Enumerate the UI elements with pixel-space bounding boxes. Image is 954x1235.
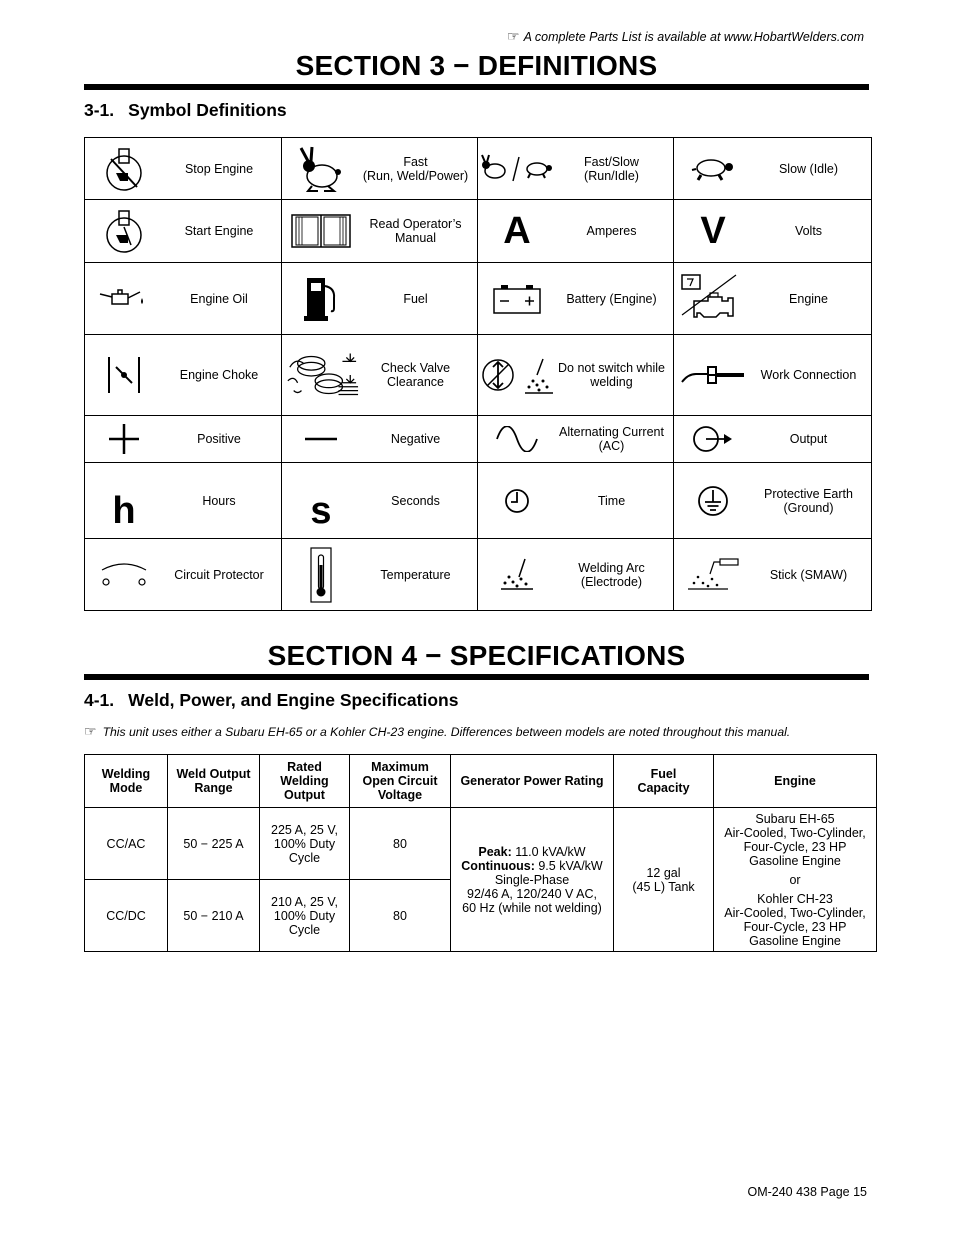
symbol-cell xyxy=(85,416,282,463)
symbol-cell xyxy=(478,416,674,463)
symbol-cell xyxy=(674,138,872,200)
symbol-row xyxy=(85,335,872,416)
symbol-label: Fast (Run, Weld/Power) xyxy=(362,154,469,183)
letter-a-icon: A xyxy=(503,210,531,252)
spec-row-ccac xyxy=(85,808,877,880)
symbol-cell xyxy=(85,200,282,263)
oil-can-icon xyxy=(85,286,163,312)
symbol-label: Alternating Current (AC) xyxy=(559,425,664,453)
clock-icon xyxy=(478,487,556,515)
engine-note: ☞ This unit uses either a Subaru EH-65 or a Kohler CH-23 engine. Differences between models are noted throughout this manual. xyxy=(84,723,791,739)
rated-output-cell: 225 A, 25 V, 100% Duty Cycle xyxy=(260,808,350,880)
ocv-cell: 80 xyxy=(350,880,451,952)
symbol-cell xyxy=(674,416,872,463)
symbol-label: Negative xyxy=(390,432,441,446)
symbol-cell xyxy=(478,539,674,611)
symbol-cell xyxy=(85,138,282,200)
symbol-cell xyxy=(282,138,478,200)
symbol-row xyxy=(85,463,872,539)
plus-icon xyxy=(85,422,163,456)
symbol-label: Check Valve Clearance xyxy=(380,361,451,389)
stop-engine-icon xyxy=(85,143,163,195)
weld-range-cell: 50 − 210 A xyxy=(168,880,260,952)
letter-v-icon: V xyxy=(700,210,726,252)
minus-icon xyxy=(282,434,360,444)
symbol-label: Engine xyxy=(789,291,828,306)
symbol-cell xyxy=(674,200,872,263)
symbol-label: Slow (Idle) xyxy=(778,161,839,176)
letter-h-icon: h xyxy=(112,489,136,532)
symbol-cell xyxy=(282,335,478,416)
welding-arc-icon xyxy=(478,557,556,593)
symbol-label: Start Engine xyxy=(184,224,254,238)
rated-output-cell: 210 A, 25 V, 100% Duty Cycle xyxy=(260,880,350,952)
engine-icon xyxy=(674,271,752,327)
symbol-label: Amperes xyxy=(586,224,637,238)
spec-column-header: Engine xyxy=(714,755,877,808)
symbol-label: Positive xyxy=(197,432,241,446)
symbol-label: Do not switch while welding xyxy=(558,361,665,389)
symbol-cell xyxy=(282,200,478,263)
symbol-label: Protective Earth (Ground) xyxy=(764,486,853,515)
circuit-protector-icon xyxy=(85,560,163,590)
symbol-label: Welding Arc (Electrode) xyxy=(578,560,645,589)
start-engine-icon xyxy=(85,205,163,257)
symbol-label: Volts xyxy=(794,224,823,238)
symbol-label: Fuel xyxy=(403,291,428,306)
symbol-cell xyxy=(478,263,674,335)
symbol-label: Seconds xyxy=(391,493,440,508)
symbol-cell xyxy=(674,263,872,335)
pointing-hand-icon: ☞ xyxy=(507,28,520,44)
section-4-title: SECTION 4 − SPECIFICATIONS xyxy=(267,640,686,671)
symbol-label: Stop Engine xyxy=(184,161,254,176)
symbol-cell xyxy=(478,335,674,416)
symbol-cell xyxy=(478,200,674,263)
symbol-cell xyxy=(85,335,282,416)
work-clamp-icon xyxy=(674,364,752,386)
symbol-label: Stick (SMAW) xyxy=(769,567,848,582)
no-switch-icon xyxy=(478,355,556,395)
specifications-table xyxy=(84,754,877,952)
section-4-rule xyxy=(84,674,869,680)
spec-column-header: Generator Power Rating xyxy=(451,755,614,808)
symbol-row xyxy=(85,138,872,200)
thermometer-icon xyxy=(282,547,360,603)
ocv-cell: 80 xyxy=(350,808,451,880)
symbol-cell xyxy=(282,539,478,611)
spec-column-header: Rated Welding Output xyxy=(260,755,350,808)
parts-list-note: ☞ A complete Parts List is available at www.HobartWelders.com xyxy=(507,28,864,44)
symbol-cell xyxy=(478,463,674,539)
subsection-3-1-heading: 3-1. Symbol Definitions xyxy=(84,100,287,120)
letter-s-icon: s xyxy=(310,489,332,532)
generator-rating-cell: Peak: 11.0 kVA/kW Continuous: 9.5 kVA/kW Single-Phase 92/46 A, 120/240 V AC, 60 Hz (while not welding) xyxy=(451,808,614,952)
symbol-cell xyxy=(674,335,872,416)
symbol-label: Read Operator’s Manual xyxy=(369,217,462,245)
symbol-cell xyxy=(478,138,674,200)
battery-icon xyxy=(478,283,556,315)
symbol-label: Temperature xyxy=(380,567,451,582)
symbol-label: Fast/Slow (Run/Idle) xyxy=(584,154,639,183)
symbol-cell xyxy=(674,463,872,539)
turtle-icon xyxy=(674,156,752,182)
symbol-row xyxy=(85,200,872,263)
symbol-row xyxy=(85,539,872,611)
output-icon xyxy=(674,424,752,454)
symbol-cell xyxy=(85,263,282,335)
fuel-capacity-cell: 12 gal (45 L) Tank xyxy=(614,808,714,952)
welding-mode-cell: CC/AC xyxy=(85,808,168,880)
ground-icon xyxy=(674,484,752,518)
spec-column-header: Fuel Capacity xyxy=(614,755,714,808)
symbol-label: Output xyxy=(789,432,828,446)
rabbit-turtle-icon xyxy=(478,154,556,184)
symbol-cell xyxy=(282,416,478,463)
manual-icon xyxy=(282,211,360,251)
symbol-definitions-table xyxy=(84,137,872,611)
section-3-rule xyxy=(84,84,869,90)
choke-icon xyxy=(85,355,163,395)
symbol-label: Hours xyxy=(202,493,236,508)
symbol-cell xyxy=(282,463,478,539)
valve-icon xyxy=(282,351,360,399)
symbol-label: Circuit Protector xyxy=(174,567,264,582)
symbol-label: Time xyxy=(597,493,626,508)
symbol-label: Engine Oil xyxy=(190,291,248,306)
fuel-pump-icon xyxy=(282,276,360,322)
sine-wave-icon xyxy=(478,426,556,452)
welding-mode-cell: CC/DC xyxy=(85,880,168,952)
symbol-cell xyxy=(85,463,282,539)
spec-column-header: Weld Output Range xyxy=(168,755,260,808)
pointing-hand-icon: ☞ xyxy=(84,723,97,739)
symbol-label: Battery (Engine) xyxy=(566,291,657,306)
symbol-row xyxy=(85,263,872,335)
section-3-title: SECTION 3 − DEFINITIONS xyxy=(295,50,658,81)
symbol-row xyxy=(85,416,872,463)
subsection-4-1-heading: 4-1. Weld, Power, and Engine Specifications xyxy=(84,690,459,710)
engine-cell: Subaru EH-65 Air-Cooled, Two-Cylinder, Four-Cycle, 23 HP Gasoline Engine or Kohler CH-23 Air-Cooled, Two-Cylinder, Four-Cycle, 23 HP Gasoline Engine xyxy=(714,808,877,952)
stick-smaw-icon xyxy=(674,557,752,593)
symbol-cell xyxy=(674,539,872,611)
page-footer: OM-240 438 Page 15 xyxy=(747,1185,867,1199)
symbol-cell xyxy=(282,263,478,335)
rabbit-icon xyxy=(282,144,360,194)
symbol-cell xyxy=(85,539,282,611)
spec-column-header: Maximum Open Circuit Voltage xyxy=(350,755,451,808)
spec-column-header: Welding Mode xyxy=(85,755,168,808)
symbol-label: Work Connection xyxy=(760,368,857,382)
symbol-label: Engine Choke xyxy=(179,368,259,382)
weld-range-cell: 50 − 225 A xyxy=(168,808,260,880)
